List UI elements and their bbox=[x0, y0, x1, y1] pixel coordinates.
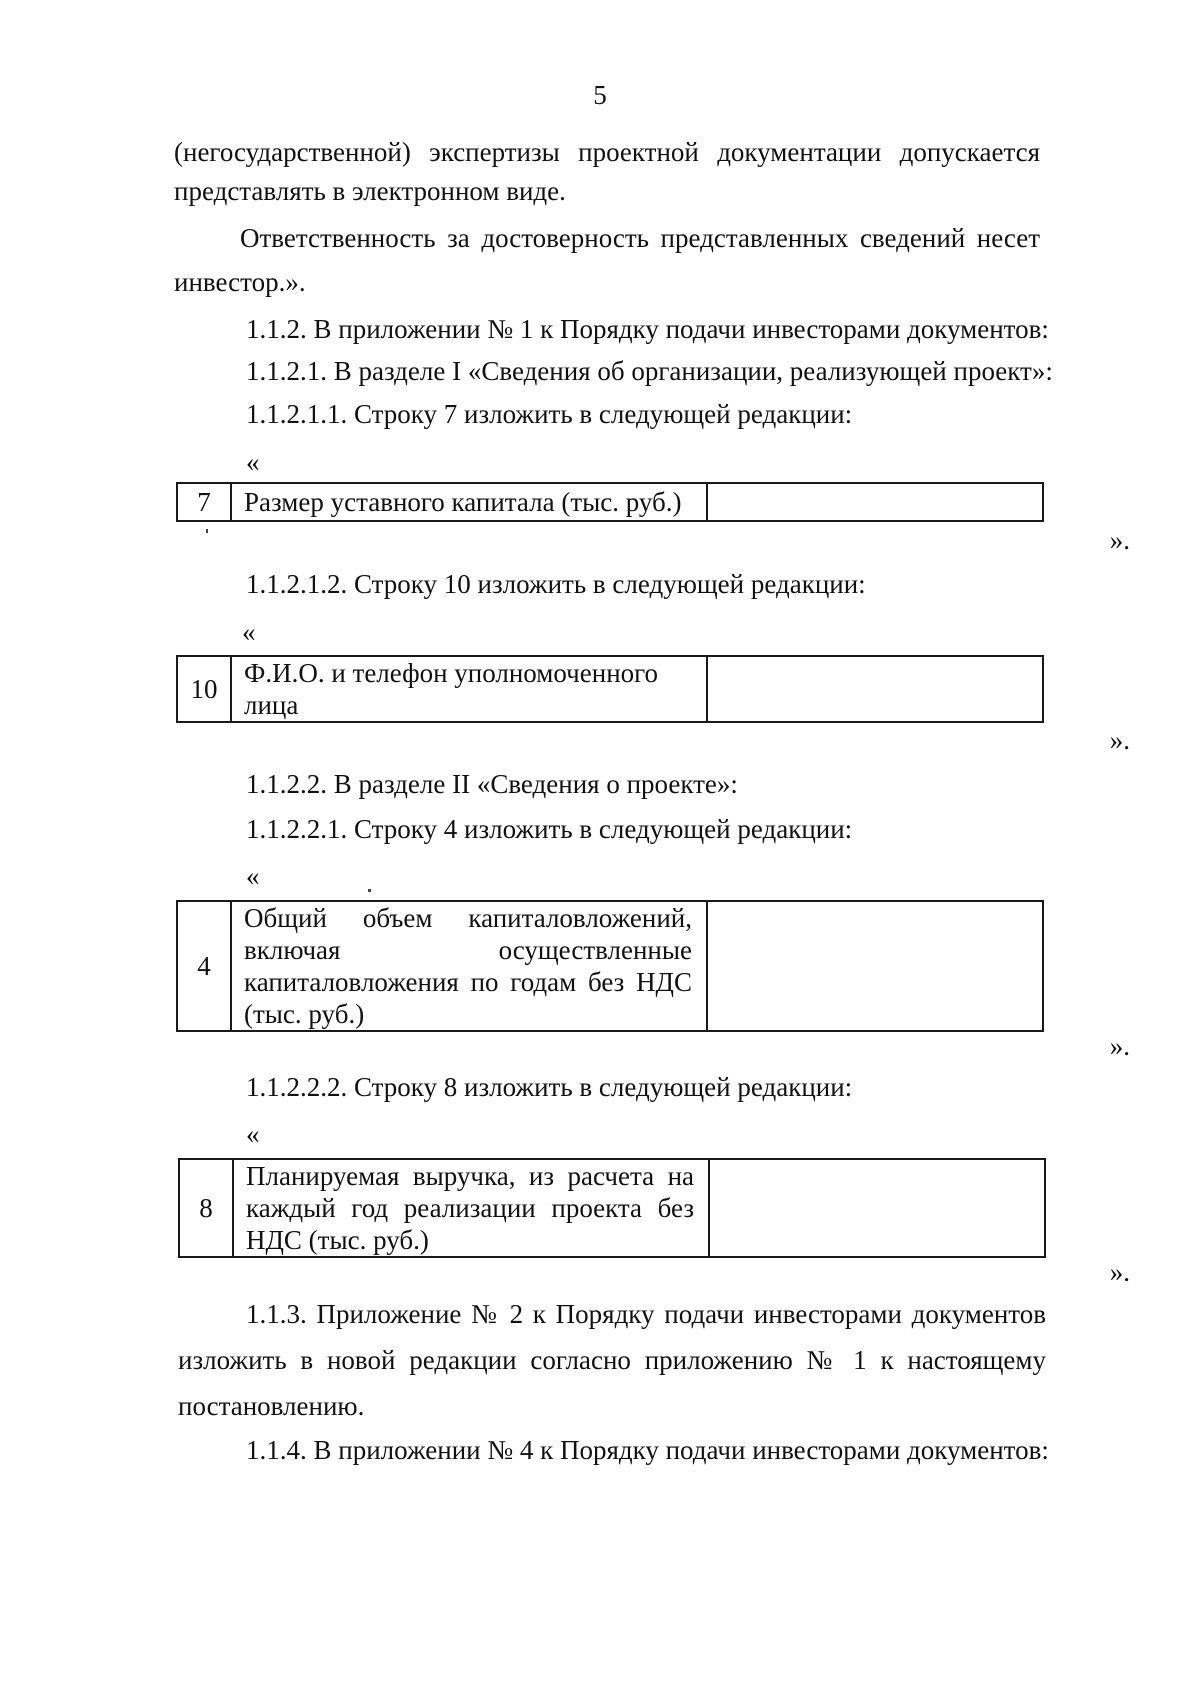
row-number: 8 bbox=[179, 1159, 233, 1257]
paragraph-line: 1.1.4. В приложении № 4 к Порядку подачи инвесторами документов: bbox=[246, 1435, 1049, 1465]
scan-speck bbox=[206, 529, 208, 533]
paragraph-line: изложить в новой редакции согласно приложению № 1 к настоящему bbox=[178, 1345, 1046, 1375]
paragraph-line: Ответственность за достоверность представленных сведений несет bbox=[240, 223, 1040, 253]
paragraph-line: 1.1.2.1. В разделе I «Сведения об организации, реализующей проект»: bbox=[246, 356, 1053, 386]
table-row-10 bbox=[176, 655, 1044, 723]
row-description-line: каждый год реализации проекта без bbox=[246, 1193, 694, 1223]
row-description-line: Общий объем капиталовложений, bbox=[244, 903, 692, 933]
paragraph-line: 1.1.2.2.2. Строку 8 изложить в следующей редакции: bbox=[246, 1072, 853, 1102]
row-number: 10 bbox=[177, 656, 231, 722]
quote-open-mark: « bbox=[246, 447, 260, 477]
quote-open-mark: « bbox=[242, 617, 256, 647]
row-number: 7 bbox=[177, 483, 231, 521]
row-description-line: капиталовложения по годам без НДС bbox=[244, 967, 692, 997]
quote-close-mark: ». bbox=[1109, 1257, 1130, 1287]
paragraph-line: 1.1.2.1.1. Строку 7 изложить в следующей редакции: bbox=[246, 399, 853, 429]
row-description bbox=[231, 656, 707, 722]
paragraph-line: постановлению. bbox=[178, 1391, 365, 1421]
row-number: 4 bbox=[177, 901, 231, 1031]
paragraph-line: 1.1.2. В приложении № 1 к Порядку подачи инвесторами документов: bbox=[246, 314, 1049, 344]
paragraph-line: 1.1.2.2.1. Строку 4 изложить в следующей редакции: bbox=[246, 814, 853, 844]
quote-close-mark: ». bbox=[1109, 1031, 1130, 1061]
row-description-line: включая осуществленные bbox=[244, 935, 692, 965]
scan-speck bbox=[368, 889, 371, 892]
quote-close-mark: ». bbox=[1109, 525, 1130, 555]
table-row-7 bbox=[176, 482, 1044, 522]
row-value-cell bbox=[707, 901, 1043, 1031]
page-number: 5 bbox=[593, 80, 607, 110]
row-description-line: (тыс. руб.) bbox=[244, 999, 365, 1029]
quote-open-mark: « bbox=[246, 1119, 260, 1149]
row-value-cell bbox=[709, 1159, 1045, 1257]
row-description-line: Ф.И.О. и телефон уполномоченного bbox=[244, 658, 659, 688]
table-row-8 bbox=[178, 1158, 1046, 1258]
row-description bbox=[233, 1159, 709, 1257]
paragraph-line: 1.1.2.1.2. Строку 10 изложить в следующей редакции: bbox=[246, 569, 866, 599]
paragraph-line: (негосударственной) экспертизы проектной документации допускается bbox=[174, 137, 1040, 167]
paragraph-line: 1.1.2.2. В разделе II «Сведения о проекте»: bbox=[246, 769, 738, 799]
quote-open-mark: « bbox=[246, 861, 260, 891]
row-value-cell bbox=[707, 656, 1043, 722]
row-description-line: Планируемая выручка, из расчета на bbox=[246, 1161, 694, 1191]
row-value-cell bbox=[707, 483, 1043, 521]
row-description: Размер уставного капитала (тыс. руб.) bbox=[231, 483, 707, 521]
quote-close-mark: ». bbox=[1109, 725, 1130, 755]
paragraph-line: инвестор.». bbox=[174, 267, 306, 297]
paragraph-line: представлять в электронном виде. bbox=[174, 176, 566, 206]
table-row-4 bbox=[176, 900, 1044, 1032]
paragraph-line: 1.1.3. Приложение № 2 к Порядку подачи инвесторами документов bbox=[246, 1299, 1046, 1329]
row-description-line: лица bbox=[244, 690, 299, 720]
row-description-line: НДС (тыс. руб.) bbox=[246, 1225, 429, 1255]
row-description bbox=[231, 901, 707, 1031]
